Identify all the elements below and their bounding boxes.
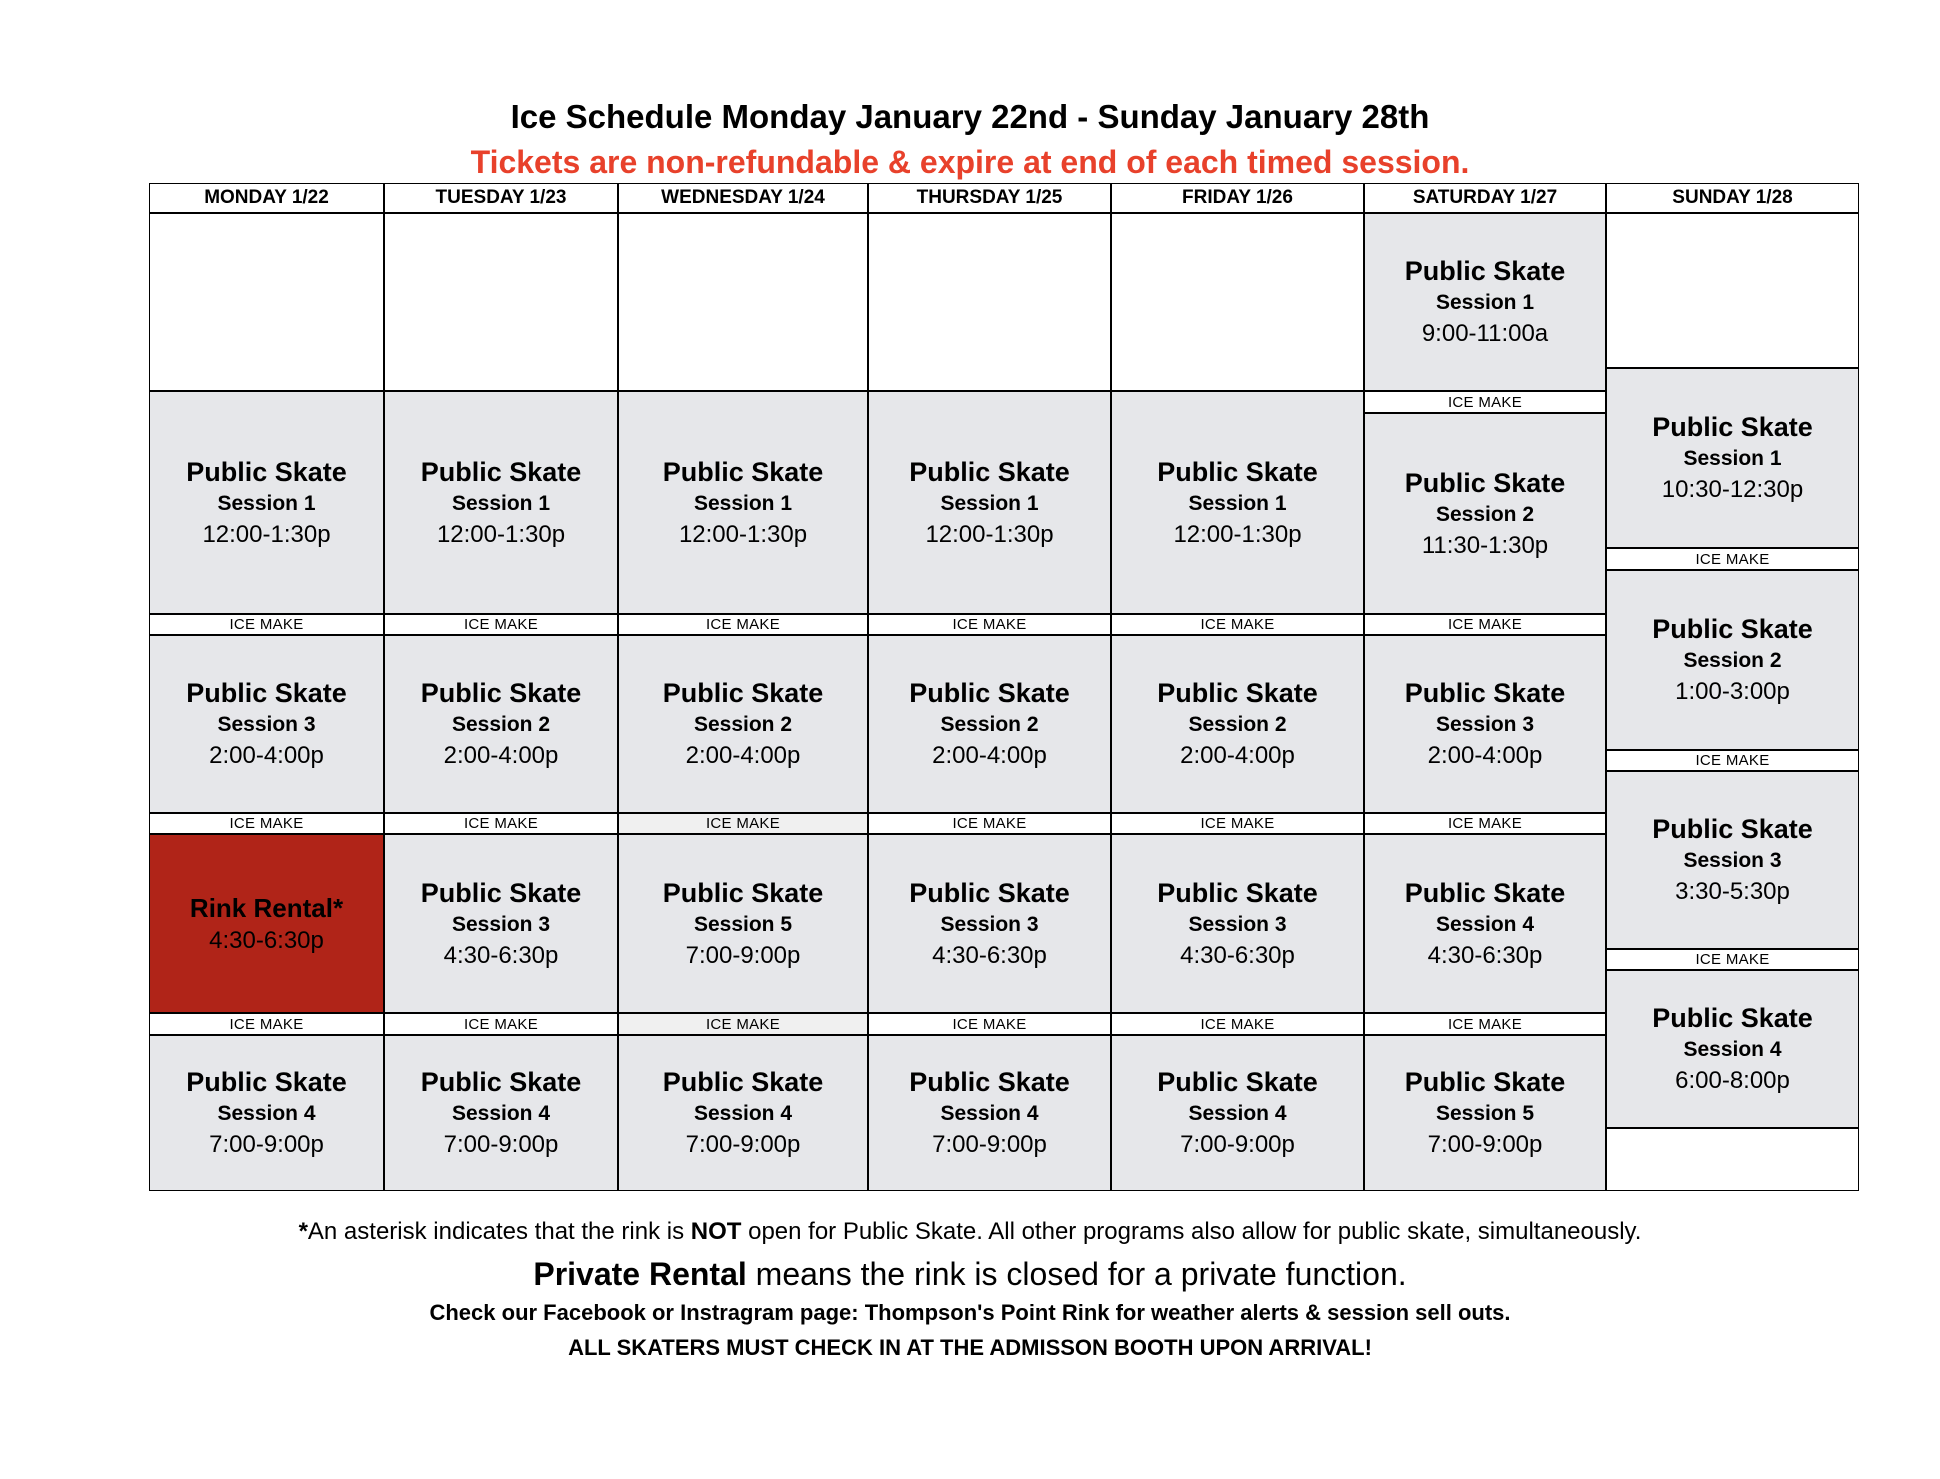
session-time: 2:00-4:00p: [685, 742, 801, 769]
session-time: 6:00-8:00p: [1675, 1067, 1790, 1094]
empty-slot: [149, 213, 384, 391]
ice-make-slot: ICE MAKE: [1364, 614, 1606, 635]
session-label: Session 4: [217, 1102, 316, 1125]
public-skate-block: [618, 1035, 868, 1191]
asterisk-text-post: open for Public Skate. All other programs also allow for public skate, simultaneously.: [741, 1218, 1642, 1245]
social-media-note: Check our Facebook or Instragram page: Thompson's Point Rink for weather alerts & session sell outs.: [429, 1300, 1511, 1325]
event-title: Public Skate: [1157, 1067, 1318, 1097]
ice-make-slot: ICE MAKE: [149, 614, 384, 635]
session-time: 7:00-9:00p: [1427, 1131, 1543, 1158]
day-column: [384, 213, 618, 1191]
event-title: Public Skate: [1157, 678, 1318, 708]
public-skate-block: [384, 1035, 618, 1191]
public-skate-block: [868, 1035, 1111, 1191]
public-skate-block: [868, 834, 1111, 1013]
session-time: 10:30-12:30p: [1661, 476, 1804, 503]
session-time: 9:00-11:00a: [1421, 320, 1549, 347]
session-time: 12:00-1:30p: [436, 520, 566, 548]
public-skate-block: [149, 391, 384, 614]
event-title: Public Skate: [420, 678, 582, 708]
public-skate-block: [1111, 1035, 1364, 1191]
event-title: Public Skate: [909, 678, 1070, 708]
session-time: 4:30-6:30p: [1180, 941, 1295, 969]
ice-make-slot: ICE MAKE: [1364, 813, 1606, 834]
event-title: Public Skate: [1652, 1003, 1813, 1033]
public-skate-block: [868, 391, 1111, 614]
session-label: Session 4: [1435, 912, 1535, 936]
public-skate-block: [384, 834, 618, 1013]
session-time: 7:00-9:00p: [1180, 1131, 1295, 1158]
public-skate-block: [1606, 570, 1859, 750]
public-skate-block: [384, 391, 618, 614]
day-column: [149, 213, 384, 1191]
asterisk-text-bold: NOT: [690, 1218, 742, 1245]
ice-make-slot: ICE MAKE: [868, 1013, 1111, 1035]
ice-make-slot: ICE MAKE: [1364, 1013, 1606, 1035]
ice-make-slot: ICE MAKE: [1111, 1013, 1364, 1035]
public-skate-block: [1111, 635, 1364, 813]
public-skate-block: [1364, 213, 1606, 391]
session-time: 7:00-9:00p: [685, 1131, 801, 1158]
event-title: Public Skate: [909, 456, 1070, 487]
day-header: TUESDAY 1/23: [384, 183, 618, 213]
private-rental-text: means the rink is closed for a private function.: [746, 1256, 1407, 1292]
session-time: 3:30-5:30p: [1675, 878, 1790, 905]
day-column: [1111, 213, 1364, 1191]
event-title: Public Skate: [420, 877, 582, 908]
day-column: [1606, 213, 1859, 1191]
public-skate-block: [1606, 368, 1859, 548]
empty-slot: [1111, 213, 1364, 391]
empty-slot: [384, 213, 618, 391]
ice-make-slot: ICE MAKE: [1111, 614, 1364, 635]
session-label: Session 4: [451, 1102, 551, 1125]
session-time: 4:30-6:30p: [1427, 941, 1543, 969]
day-header: WEDNESDAY 1/24: [618, 183, 868, 213]
event-title: Public Skate: [1652, 614, 1813, 644]
session-label: Session 3: [1683, 849, 1782, 872]
event-title: Rink Rental*: [189, 892, 344, 923]
ice-make-slot: ICE MAKE: [1606, 750, 1859, 771]
empty-slot: [1606, 1128, 1859, 1191]
ice-make-slot: ICE MAKE: [384, 614, 618, 635]
empty-slot: [618, 213, 868, 391]
schedule-grid: [149, 183, 1859, 1191]
event-title: Public Skate: [186, 1067, 347, 1097]
ice-make-slot: ICE MAKE: [868, 614, 1111, 635]
session-label: Session 2: [940, 713, 1039, 736]
event-title: Public Skate: [909, 877, 1070, 908]
session-label: Session 2: [451, 713, 551, 736]
session-label: Session 1: [1683, 447, 1782, 470]
session-label: Session 1: [1435, 291, 1535, 314]
ice-make-slot: ICE MAKE: [618, 813, 868, 834]
session-label: Session 3: [1435, 713, 1535, 736]
empty-slot: [868, 213, 1111, 391]
event-title: Public Skate: [1652, 412, 1813, 442]
ice-make-slot: ICE MAKE: [149, 1013, 384, 1035]
session-label: Session 3: [217, 713, 316, 736]
public-skate-block: [384, 635, 618, 813]
day-header: FRIDAY 1/26: [1111, 183, 1364, 213]
session-label: Session 1: [940, 491, 1039, 515]
public-skate-block: [618, 391, 868, 614]
asterisk-mark: *: [298, 1218, 308, 1245]
session-label: Session 5: [693, 912, 793, 936]
session-label: Session 4: [1683, 1038, 1782, 1061]
session-label: Session 3: [1188, 912, 1287, 936]
session-label: Session 2: [1435, 502, 1535, 526]
public-skate-block: [149, 1035, 384, 1191]
public-skate-block: [1364, 635, 1606, 813]
ice-make-slot: ICE MAKE: [1111, 813, 1364, 834]
private-rental-bold: Private Rental: [533, 1256, 747, 1292]
event-title: Public Skate: [662, 678, 824, 708]
schedule-title: Ice Schedule Monday January 22nd - Sunday January 28th: [510, 98, 1430, 135]
session-label: Session 4: [1188, 1102, 1287, 1125]
private-rental-note: [0, 1253, 1940, 1295]
public-skate-block: [1606, 970, 1859, 1128]
session-time: 4:30-6:30p: [443, 941, 559, 969]
ice-make-slot: ICE MAKE: [384, 813, 618, 834]
day-header: SATURDAY 1/27: [1364, 183, 1606, 213]
session-label: Session 1: [451, 491, 551, 515]
day-header: SUNDAY 1/28: [1606, 183, 1859, 213]
event-title: Public Skate: [1404, 877, 1566, 908]
public-skate-block: [618, 635, 868, 813]
session-label: Session 2: [1683, 649, 1782, 672]
public-skate-block: [1111, 834, 1364, 1013]
event-title: Public Skate: [1404, 256, 1566, 286]
public-skate-block: [1364, 413, 1606, 614]
session-label: Session 4: [940, 1102, 1039, 1125]
public-skate-block: [618, 834, 868, 1013]
ice-make-slot: ICE MAKE: [618, 1013, 868, 1035]
session-time: 12:00-1:30p: [678, 520, 808, 548]
public-skate-block: [1364, 834, 1606, 1013]
session-time: 12:00-1:30p: [202, 520, 331, 548]
refund-notice: Tickets are non-refundable & expire at end of each timed session.: [470, 144, 1470, 180]
session-time: 2:00-4:00p: [443, 742, 559, 769]
day-column: [618, 213, 868, 1191]
session-label: Session 2: [1188, 713, 1287, 736]
event-title: Public Skate: [1404, 467, 1566, 498]
event-title: Public Skate: [662, 456, 824, 487]
session-time: 12:00-1:30p: [1173, 520, 1302, 548]
day-header: MONDAY 1/22: [149, 183, 384, 213]
rink-rental-block: [149, 834, 384, 1013]
session-label: Session 1: [693, 491, 793, 515]
ice-make-slot: ICE MAKE: [1364, 391, 1606, 413]
session-time: 4:30-6:30p: [932, 941, 1047, 969]
session-time: 12:00-1:30p: [925, 520, 1054, 548]
session-label: Session 3: [940, 912, 1039, 936]
event-title: Public Skate: [186, 678, 347, 708]
ice-make-slot: ICE MAKE: [1606, 548, 1859, 570]
empty-slot: [1606, 213, 1859, 368]
day-header: THURSDAY 1/25: [868, 183, 1111, 213]
event-title: Public Skate: [1404, 1067, 1566, 1097]
session-time: 11:30-1:30p: [1421, 531, 1549, 559]
event-title: Public Skate: [1157, 456, 1318, 487]
public-skate-block: [868, 635, 1111, 813]
asterisk-text-pre: An asterisk indicates that the rink is: [307, 1218, 691, 1245]
public-skate-block: [1364, 1035, 1606, 1191]
check-in-note: ALL SKATERS MUST CHECK IN AT THE ADMISSON BOOTH UPON ARRIVAL!: [568, 1335, 1372, 1360]
event-title: Public Skate: [1157, 877, 1318, 908]
day-column: [1364, 213, 1606, 1191]
session-label: Session 1: [217, 491, 316, 515]
event-title: Public Skate: [662, 877, 824, 908]
event-title: Public Skate: [662, 1067, 824, 1097]
session-time: 7:00-9:00p: [932, 1131, 1047, 1158]
ice-make-slot: ICE MAKE: [1606, 949, 1859, 970]
public-skate-block: [1111, 391, 1364, 614]
session-time: 7:00-9:00p: [209, 1131, 324, 1158]
day-column: [868, 213, 1111, 1191]
asterisk-note: [0, 1216, 1940, 1248]
public-skate-block: [149, 635, 384, 813]
session-time: 7:00-9:00p: [443, 1131, 559, 1158]
public-skate-block: [1606, 771, 1859, 949]
event-title: Public Skate: [420, 1067, 582, 1097]
session-label: Session 3: [451, 912, 551, 936]
session-time: 2:00-4:00p: [1427, 742, 1543, 769]
session-time: 2:00-4:00p: [209, 742, 324, 769]
session-time: 4:30-6:30p: [209, 926, 324, 954]
session-label: Session 5: [1435, 1102, 1535, 1125]
session-label: Session 4: [693, 1102, 793, 1125]
session-label: Session 2: [693, 713, 793, 736]
session-time: 2:00-4:00p: [1180, 742, 1295, 769]
session-label: Session 1: [1188, 491, 1287, 515]
session-time: 7:00-9:00p: [685, 941, 801, 969]
session-time: 2:00-4:00p: [932, 742, 1047, 769]
event-title: Public Skate: [909, 1067, 1070, 1097]
event-title: Public Skate: [1652, 814, 1813, 844]
ice-make-slot: ICE MAKE: [618, 614, 868, 635]
event-title: Public Skate: [186, 456, 347, 487]
ice-make-slot: ICE MAKE: [384, 1013, 618, 1035]
event-title: Public Skate: [1404, 678, 1566, 708]
event-title: Public Skate: [420, 456, 582, 487]
ice-make-slot: ICE MAKE: [149, 813, 384, 834]
ice-make-slot: ICE MAKE: [868, 813, 1111, 834]
session-time: 1:00-3:00p: [1675, 678, 1790, 705]
